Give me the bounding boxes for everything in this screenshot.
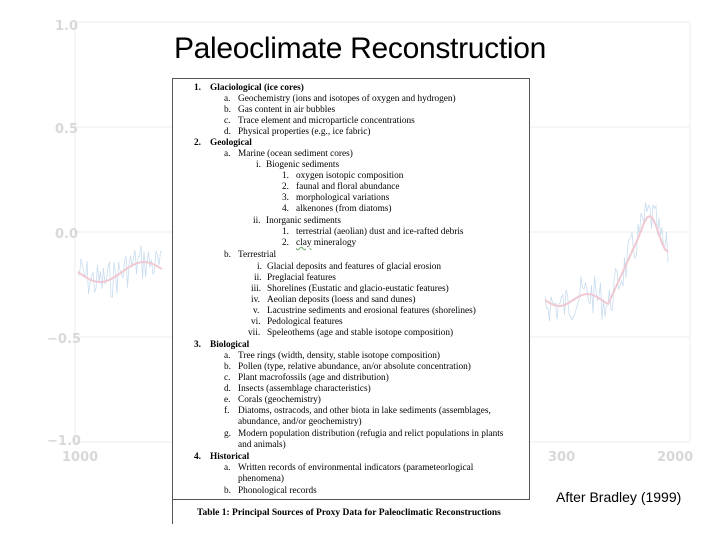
list-roman: vii. [248,328,261,338]
list-item: Biogenic sediments [266,160,340,170]
list-letter: a. [224,94,231,104]
list-number: 1. [282,227,289,237]
list-item: Trace element and microparticle concentrations [238,116,415,126]
smooth-trace [545,216,668,306]
y-tick-label: 0.5 [55,122,79,137]
list-letter: a. [224,463,231,473]
list-roman: i. [257,262,262,272]
list-item: Geological [210,138,252,148]
list-number: 1. [194,83,201,93]
list-item-continuation: abundance, and/or geochemistry) [238,417,362,427]
list-item: Lacustrine sediments and erosional features (shorelines) [267,306,476,316]
list-item: Geochemistry (ions and isotopes of oxygen and hydrogen) [238,94,456,104]
source-credit: After Bradley (1999) [556,489,682,505]
list-item: Aeolian deposits (loess and sand dunes) [267,295,416,305]
list-number: 4. [282,204,289,214]
list-letter: a. [224,351,231,361]
list-roman: iv. [251,295,260,305]
noise-trace [78,245,162,297]
list-item: Pollen (type, relative abundance, an/or absolute concentration) [238,362,471,372]
list-item-continuation: and animals) [238,440,286,450]
table-caption: Table 1: Principal Sources of Proxy Data for Paleoclimatic Reconstructions [172,500,530,524]
slide-title: Paleoclimate Reconstruction [173,32,547,65]
list-item: terrestrial (aeolian) dust and ice-rafted debris [296,227,464,237]
list-item: faunal and floral abundance [296,182,400,192]
list-letter: c. [224,116,231,126]
list-item: Phonological records [238,486,317,496]
list-roman: ii. [253,216,261,226]
list-letter: b. [224,362,231,372]
list-item: Glaciological (ice cores) [210,83,304,93]
list-item: Gas content in air bubbles [238,105,336,115]
list-item: Modern population distribution (refugia and relict populations in plants [238,429,504,439]
list-item: Physical properties (e.g., ice fabric) [238,127,371,137]
list-item: Written records of environmental indicators (parameteorlogical [238,463,474,473]
y-tick-label: 0.0 [55,227,79,242]
list-item: Corals (geochemistry) [238,395,321,405]
list-letter: b. [224,250,231,260]
list-item: Speleothems (age and stable isotope composition) [267,328,454,338]
spellcheck-word: clay [296,238,312,248]
list-item: Tree rings (width, density, stable isotope composition) [238,351,441,361]
list-letter: d. [224,384,231,394]
list-number: 1. [282,171,289,181]
list-letter: b. [224,486,231,496]
list-item: Plant macrofossils (age and distribution) [238,373,389,383]
list-item: alkenones (from diatoms) [296,204,392,214]
proxy-data-table [172,78,530,500]
list-letter: b. [224,105,231,115]
list-item: Marine (ocean sediment cores) [238,149,353,159]
x-tick-label: 1000 [62,450,99,465]
list-item: Inorganic sediments [266,216,341,226]
list-roman: ii. [254,273,262,283]
list-item: Diatoms, ostracods, and other biota in lake sediments (assemblages, [238,406,491,416]
list-number: 3. [194,340,201,350]
list-number: 4. [194,452,201,462]
y-tick-label: −1.0 [47,434,81,449]
x-tick-label: 300 [548,450,576,465]
list-letter: f. [224,406,230,416]
list-number: 2. [282,238,289,248]
list-item: Historical [210,452,250,462]
list-item: Glacial deposits and features of glacial erosion [267,262,441,272]
list-item: Terrestrial [238,250,277,260]
list-item: Pedological features [267,317,343,327]
list-letter: g. [224,429,231,439]
list-roman: v. [253,306,260,316]
list-item: Preglacial features [267,273,336,283]
list-item-rest: mineralogy [311,238,357,248]
list-item: oxygen isotopic composition [296,171,404,181]
list-roman: iii. [251,284,262,294]
list-item-continuation: phenomena) [238,474,284,484]
list-item: Biological [210,340,250,350]
list-item: Insects (assemblage characteristics) [238,384,371,394]
x-tick-label: 2000 [657,450,694,465]
list-number: 2. [194,138,201,148]
list-item: Shorelines (Eustatic and glacio-eustatic features) [267,284,449,294]
y-tick-label: 1.0 [55,19,79,34]
list-letter: c. [224,373,231,383]
list-roman: i. [256,160,261,170]
list-letter: e. [224,395,231,405]
list-letter: d. [224,127,231,137]
list-roman: vi. [251,317,261,327]
y-tick-label: −0.5 [47,332,81,347]
list-number: 3. [282,193,289,203]
list-item [296,238,356,249]
list-item: morphological variations [296,193,390,203]
list-letter: a. [224,149,231,159]
list-number: 2. [282,182,289,192]
